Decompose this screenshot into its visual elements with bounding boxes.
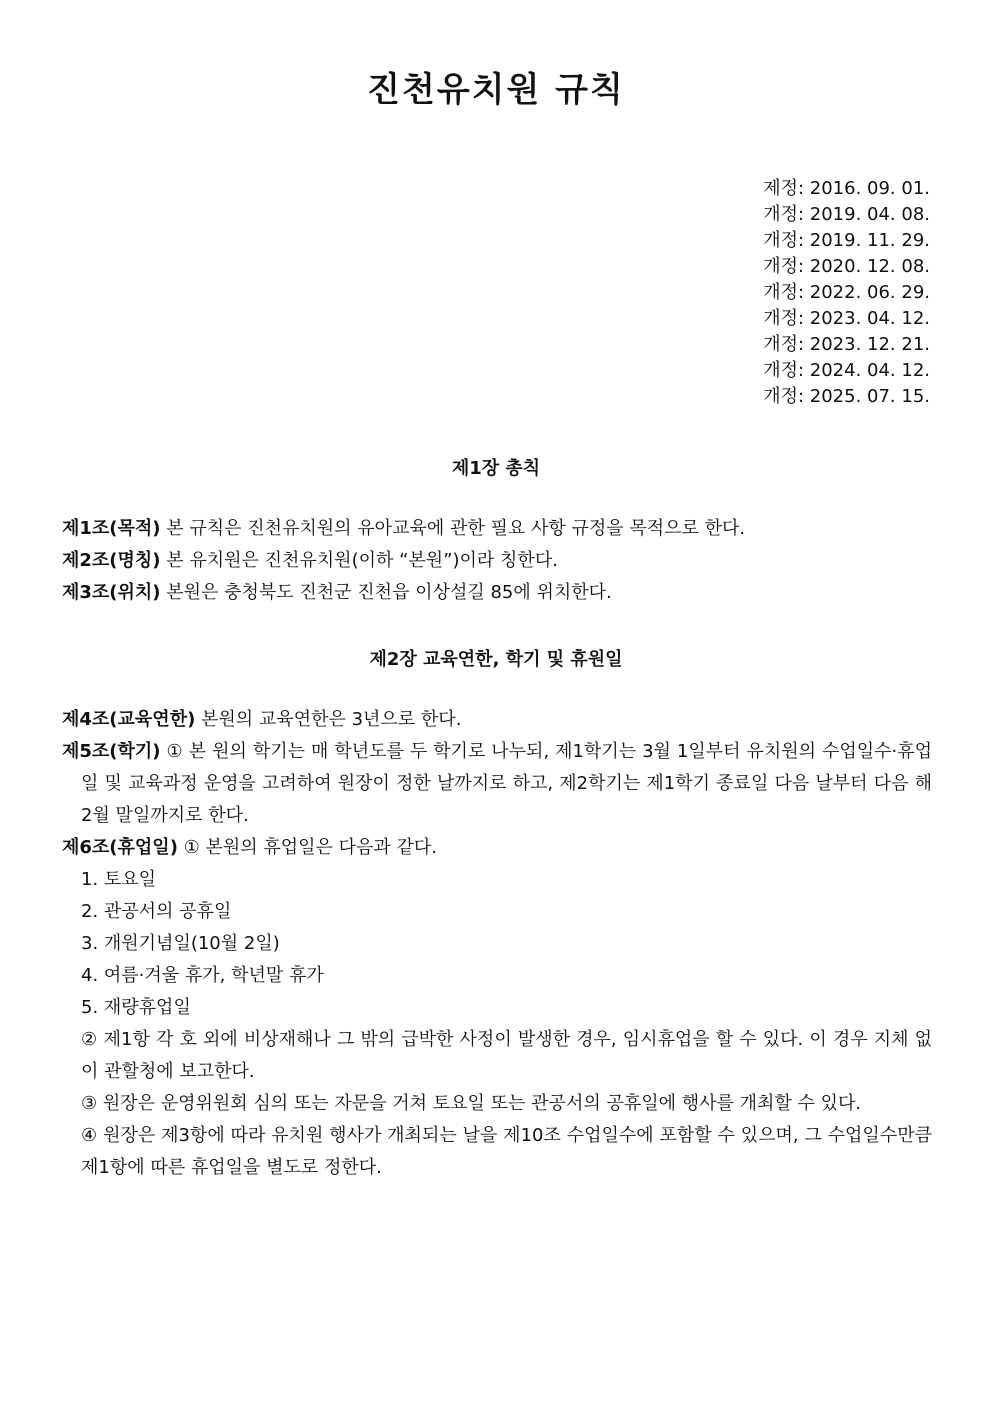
chapter-2-body — [62, 704, 932, 1184]
article-4 — [62, 704, 932, 736]
history-entry: 개정: 2023. 12. 21. — [763, 334, 930, 355]
article-3-text: 본원은 충청북도 진천군 진천읍 이상설길 85에 위치한다. — [160, 582, 612, 603]
history-entry: 개정: 2024. 04. 12. — [763, 360, 930, 381]
article-6-heading: 제6조(휴업일) — [62, 837, 178, 858]
history-entry: 개정: 2019. 11. 29. — [763, 230, 930, 251]
article-3 — [62, 577, 932, 609]
history-entry: 개정: 2020. 12. 08. — [763, 256, 930, 277]
article-2-text: 본 유치원은 진천유치원(이하 “본원”)이라 칭한다. — [160, 550, 558, 571]
article-5-heading: 제5조(학기) — [62, 741, 161, 762]
chapter-1-title: 제1장 총칙 — [451, 458, 541, 479]
article-5 — [62, 736, 932, 832]
article-1-text: 본 규칙은 진천유치원의 유아교육에 관한 필요 사항 규정을 목적으로 한다. — [160, 518, 746, 539]
history-entry: 개정: 2023. 04. 12. — [763, 308, 930, 329]
article-4-heading: 제4조(교육연한) — [62, 709, 196, 730]
document-title: 진천유치원 규칙 — [367, 70, 625, 110]
chapter-2-title: 제2장 교육연한, 학기 및 휴원일 — [369, 649, 623, 670]
history-entry: 개정: 2019. 04. 08. — [763, 204, 930, 225]
list-item: 4. 여름·겨울 휴가, 학년말 휴가 — [81, 965, 324, 986]
list-item: 5. 재량휴업일 — [81, 997, 191, 1018]
history-entry: 개정: 2022. 06. 29. — [763, 282, 930, 303]
article-6-paragraph-3: ③ 원장은 운영위원회 심의 또는 자문을 거쳐 토요일 또는 관공서의 공휴일에 행사를 개최할 수 있다. — [81, 1093, 862, 1114]
article-4-text: 본원의 교육연한은 3년으로 한다. — [195, 709, 462, 730]
history-entry: 제정: 2016. 09. 01. — [763, 178, 930, 199]
article-1 — [62, 513, 932, 545]
list-item: 1. 토요일 — [81, 869, 157, 890]
article-1-heading: 제1조(목적) — [62, 518, 161, 539]
history-entry: 개정: 2025. 07. 15. — [763, 386, 930, 407]
list-item: 3. 개원기념일(10월 2일) — [81, 933, 280, 954]
article-2-heading: 제2조(명칭) — [62, 550, 161, 571]
article-2 — [62, 545, 932, 577]
article-5-text: ① 본 원의 학기는 매 학년도를 두 학기로 나누되, 제1학기는 3월 1일부터 유치원의 수업일수·휴업일 및 교육과정 운영을 고려하여 원장이 정한 날까지로 하고, 제2학기는 제1학기 종료일 다음 날부터 다음 해 2월 말일까지로 한다. — [81, 741, 932, 826]
article-6 — [62, 832, 932, 864]
article-6-text: ① 본원의 휴업일은 다음과 같다. — [177, 837, 438, 858]
article-6-paragraph-2: ② 제1항 각 호 외에 비상재해나 그 밖의 급박한 사정이 발생한 경우, 임시휴업을 할 수 있다. 이 경우 지체 없이 관할청에 보고한다. — [81, 1029, 932, 1082]
article-3-heading: 제3조(위치) — [62, 582, 161, 603]
article-6-paragraph-4: ④ 원장은 제3항에 따라 유치원 행사가 개최되는 날을 제10조 수업일수에 포함할 수 있으며, 그 수업일수만큼 제1항에 따른 휴업일을 별도로 정한다. — [81, 1125, 932, 1178]
revision-history — [763, 176, 930, 410]
list-item: 2. 관공서의 공휴일 — [81, 901, 232, 922]
chapter-1-body — [62, 513, 932, 609]
